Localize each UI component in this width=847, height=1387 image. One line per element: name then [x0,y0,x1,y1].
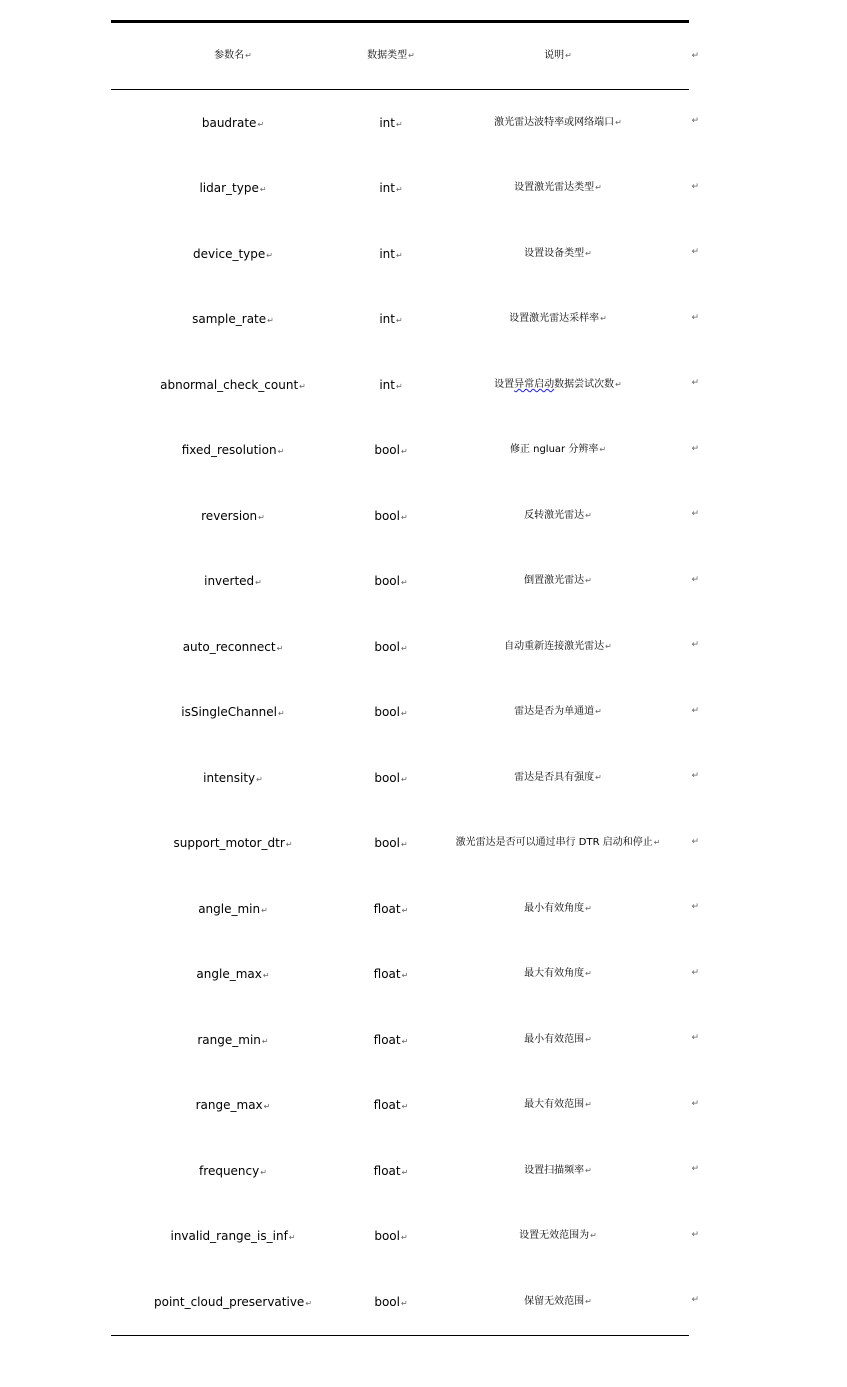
param-name-cell: point_cloud_preservative↵ [153,1294,313,1309]
param-type-cell: int↵ [379,377,403,392]
spellcheck-underline: 异常启动 [514,378,555,390]
row-end-mark: ↵ [691,1164,699,1174]
param-type-cell: bool↵ [374,770,408,785]
param-type-cell: int↵ [379,246,403,261]
param-desc-cell: 激光雷达是否可以通过串行 DTR 启动和停止↵ [455,837,661,849]
param-type-cell: int↵ [379,181,403,196]
param-type-cell: bool↵ [374,1229,408,1244]
param-name-cell: reversion↵ [201,508,265,523]
row-end-mark: ↵ [691,247,699,257]
row-end-mark: ↵ [691,967,699,978]
param-type-cell: int↵ [379,115,403,130]
param-type-cell: bool↵ [374,1294,408,1309]
param-name-cell: device_type↵ [193,246,273,261]
table-row [111,745,699,811]
row-end-mark: ↵ [691,312,699,323]
row-end-mark: ↵ [691,51,699,61]
table-row [111,483,699,549]
row-end-mark: ↵ [691,509,699,519]
row-end-mark: ↵ [691,443,699,454]
param-type-cell: bool↵ [374,443,408,458]
header-cell-name: 参数名↵ [214,50,252,61]
param-type-cell: float↵ [373,1032,409,1047]
param-desc-cell: 反转激光雷达↵ [524,509,592,521]
param-desc-cell: 倒置激光雷达↵ [524,575,592,587]
param-name-cell: angle_max↵ [196,967,270,982]
table-row [111,287,699,353]
table-row [111,418,699,484]
param-type-cell: bool↵ [374,836,408,851]
param-desc-cell: 自动重新连接激光雷达↵ [504,640,612,652]
param-name-cell: fixed_resolution↵ [181,443,285,458]
row-end-mark: ↵ [691,574,699,585]
table-row [111,549,699,615]
param-desc-cell: 设置无效范围为↵ [519,1230,597,1242]
table-row [111,221,699,287]
param-type-cell: float↵ [373,901,409,916]
table-row [111,1073,699,1139]
row-end-mark: ↵ [691,836,699,847]
table-row [111,1204,699,1270]
table-row [111,90,699,156]
param-name-cell: support_motor_dtr↵ [173,836,293,851]
param-desc-cell: 设置激光雷达采样率↵ [509,313,607,325]
param-name-cell: range_max↵ [195,1098,271,1113]
param-desc-cell: 最小有效角度↵ [524,902,592,914]
param-name-cell: invalid_range_is_inf↵ [170,1229,296,1244]
param-desc-cell: 设置激光雷达类型↵ [514,182,602,194]
param-type-cell: bool↵ [374,705,408,720]
parameter-table [111,20,699,1336]
table-bottom-rule [111,1335,689,1336]
row-end-mark: ↵ [691,771,699,781]
row-end-mark: ↵ [691,181,699,192]
param-name-cell: range_min↵ [197,1032,269,1047]
row-end-mark: ↵ [691,1033,699,1043]
header-cell-desc: 说明↵ [544,50,572,61]
param-name-cell: baudrate↵ [201,115,265,130]
row-end-mark: ↵ [691,705,699,716]
table-row [111,680,699,746]
param-type-cell: int↵ [379,312,403,327]
row-end-mark: ↵ [691,1229,699,1240]
param-desc-cell: 最大有效范围↵ [524,1099,592,1111]
param-type-cell: bool↵ [374,574,408,589]
table-row [111,1269,699,1335]
row-end-mark: ↵ [691,640,699,650]
table-row [111,811,699,877]
param-name-cell: angle_min↵ [198,901,268,916]
param-desc-cell: 雷达是否为单通道↵ [514,706,602,718]
param-desc-cell: 修正 ngluar 分辨率↵ [509,444,607,456]
param-type-cell: float↵ [373,1163,409,1178]
param-name-cell: lidar_type↵ [199,181,267,196]
param-desc-cell: 设置扫描频率↵ [524,1164,592,1176]
param-desc-cell: 最大有效角度↵ [524,968,592,980]
param-name-cell: inverted↵ [204,574,262,589]
table-row [111,156,699,222]
param-type-cell: bool↵ [374,508,408,523]
param-type-cell: float↵ [373,1098,409,1113]
table-row [111,1138,699,1204]
row-end-mark: ↵ [691,116,699,126]
param-desc-cell: 保留无效范围↵ [524,1295,592,1307]
param-name-cell: isSingleChannel↵ [181,705,285,720]
row-end-mark: ↵ [691,902,699,912]
table-row [111,614,699,680]
param-desc-cell: 设置异常启动数据尝试次数↵ [494,378,622,390]
table-row [111,876,699,942]
param-name-cell: frequency↵ [199,1163,267,1178]
row-end-mark: ↵ [691,1295,699,1305]
table-body [111,90,699,1335]
param-name-cell: sample_rate↵ [192,312,274,327]
param-type-cell: bool↵ [374,639,408,654]
row-end-mark: ↵ [691,1098,699,1109]
table-row [111,352,699,418]
param-desc-cell: 雷达是否具有强度↵ [514,771,602,783]
param-name-cell: abnormal_check_count↵ [160,377,306,392]
table-row [111,942,699,1008]
param-desc-cell: 激光雷达波特率或网络端口↵ [494,116,622,128]
table-row [111,1007,699,1073]
header-cell-type: 数据类型↵ [367,50,415,61]
param-type-cell: float↵ [373,967,409,982]
row-end-mark: ↵ [691,378,699,388]
param-desc-cell: 设置设备类型↵ [524,247,592,259]
param-name-cell: intensity↵ [203,770,263,785]
param-name-cell: auto_reconnect↵ [182,639,284,654]
param-desc-cell: 最小有效范围↵ [524,1033,592,1045]
table-header-row [111,23,699,89]
